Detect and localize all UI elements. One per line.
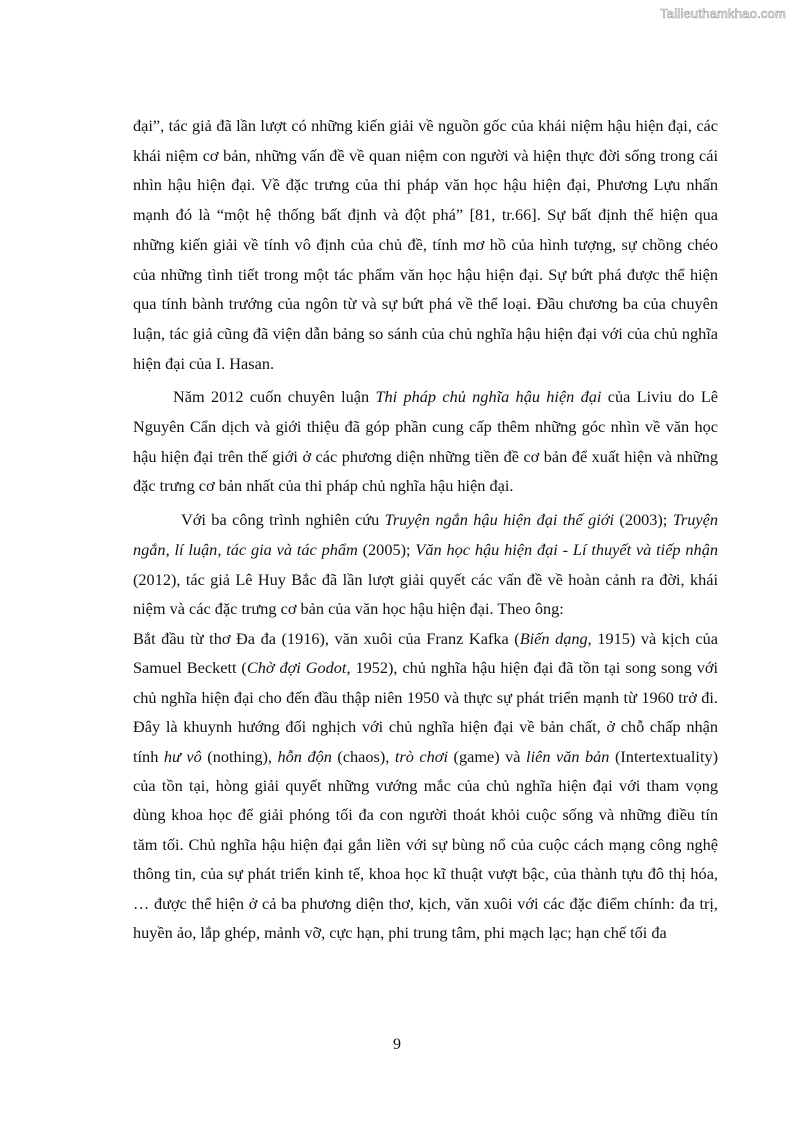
quote-term-hu-vo: hư vô bbox=[163, 746, 202, 766]
watermark: Tailieuthamkhao.com bbox=[660, 6, 786, 21]
book-title-thi-phap: Thi pháp chủ nghĩa hậu hiện đại bbox=[375, 387, 602, 407]
book-title-van-hoc-hau-hien-dai: Văn học hậu hiện đại - Lí thuyết và tiếp nhận bbox=[415, 539, 718, 559]
paragraph-3 bbox=[133, 505, 718, 624]
paragraph-3-text-c: (2003); bbox=[613, 510, 673, 530]
book-title-truyen-ngan-li-luan: Truyện ngắn, lí luận, tác gia và tác phẩm bbox=[133, 510, 718, 559]
book-title-truyen-ngan-hau-hien-dai: Truyện ngắn hậu hiện đại thế giới bbox=[384, 510, 614, 530]
paragraph-3-text-e: (2005); bbox=[357, 539, 416, 559]
block-quote bbox=[133, 624, 718, 947]
page-number: 9 bbox=[393, 1036, 401, 1053]
quote-term-tro-choi: trò chơi bbox=[394, 746, 449, 766]
paragraph-2-text-c: của Liviu do Lê Nguyên Cẩn dịch và giới thiệu đã góp phần cung cấp thêm những góc nhìn về văn học hậu hiện đại trên thế giới ở các phương diện những tiền đề cơ bản để xuất hiện và những đặc trưng cơ bản nhất của thi pháp chủ nghĩa hậu hiện đại. bbox=[133, 387, 718, 496]
quote-term-lien-van-ban: liên văn bản bbox=[526, 746, 610, 766]
quote-text-m: (Intertextuality) của tồn tại, hòng giải quyết những vướng mắc của chủ nghĩa hiện đại với tham vọng dùng khoa học để giải phóng tối đa con người thoát khỏi cuộc sống và những điều tín tăm tối. Chủ nghĩa hậu hiện đại gắn liền với sự bùng nổ của cuộc cách mạng công nghệ thông tin, của sự phát triển kinh tế, khoa học kĩ thuật vượt bậc, của thành tựu đô thị hóa, … được thể hiện ở cả ba phương diện thơ, kịch, văn xuôi với các đặc điểm chính: đa trị, huyền ảo, lắp ghép, mảnh vỡ, cực hạn, phi trung tâm, phi mạch lạc; hạn chế tối đa bbox=[133, 746, 719, 943]
document-body bbox=[133, 111, 718, 947]
paragraph-2-text-a: Năm 2012 cuốn chuyên luận bbox=[173, 387, 376, 407]
quote-title-bien-dang: Biến dạng bbox=[519, 628, 588, 648]
quote-text-a: Bắt đầu từ thơ Đa đa (1916), văn xuôi của Franz Kafka ( bbox=[133, 628, 520, 648]
quote-text-k: (game) và bbox=[448, 746, 527, 766]
quote-title-cho-doi-godot: Chờ đợi Godot bbox=[246, 658, 347, 678]
quote-term-hon-don: hỗn độn bbox=[277, 746, 332, 766]
quote-text-e: , 1952), chủ nghĩa hậu hiện đại đã tồn tại song song với chủ nghĩa hiện đại cho đến đầu thập niên 1950 và thực sự phát triển mạnh từ 1960 trở đi. Đây là khuynh hướng đối nghịch với chủ nghĩa hiện đại về bản chất, ở chỗ chấp nhận tính bbox=[133, 658, 719, 766]
paragraph-1: đại”, tác giả đã lần lượt có những kiến giải về nguồn gốc của khái niệm hậu hiện đại, các khái niệm cơ bản, những vấn đề về quan niệm con người và hiện thực đời sống trong cái nhìn hậu hiện đại. Về đặc trưng của thi pháp văn học hậu hiện đại, Phương Lựu nhấn mạnh đó là “một hệ thống bất định và đột phá” [81, tr.66]. Sự bất định thể hiện qua những kiến giải về tính vô định của chủ đề, tính mơ hồ của hình tượng, sự chồng chéo của những tình tiết trong một tác phẩm văn học hậu hiện đại. Sự bứt phá được thể hiện qua tính bành trướng của ngôn từ và sự bứt phá về thể loại. Đầu chương ba của chuyên luận, tác giả cũng đã viện dẫn bảng so sánh của chủ nghĩa hậu hiện đại với của chủ nghĩa hiện đại của I. Hasan. bbox=[133, 116, 718, 373]
quote-text-g: (nothing), bbox=[201, 746, 278, 766]
paragraph-2 bbox=[133, 382, 718, 501]
paragraph-3-text-a: Với ba công trình nghiên cứu bbox=[181, 510, 385, 530]
paragraph-3-text-g: (2012), tác giả Lê Huy Bắc đã lần lượt giải quyết các vấn đề về hoàn cảnh ra đời, khái niệm và các đặc trưng cơ bản của văn học hậu hiện đại. Theo ông: bbox=[133, 569, 718, 619]
quote-text-i: (chaos), bbox=[331, 746, 395, 766]
quote-text-c: , 1915) và kịch của Samuel Beckett ( bbox=[133, 628, 718, 678]
